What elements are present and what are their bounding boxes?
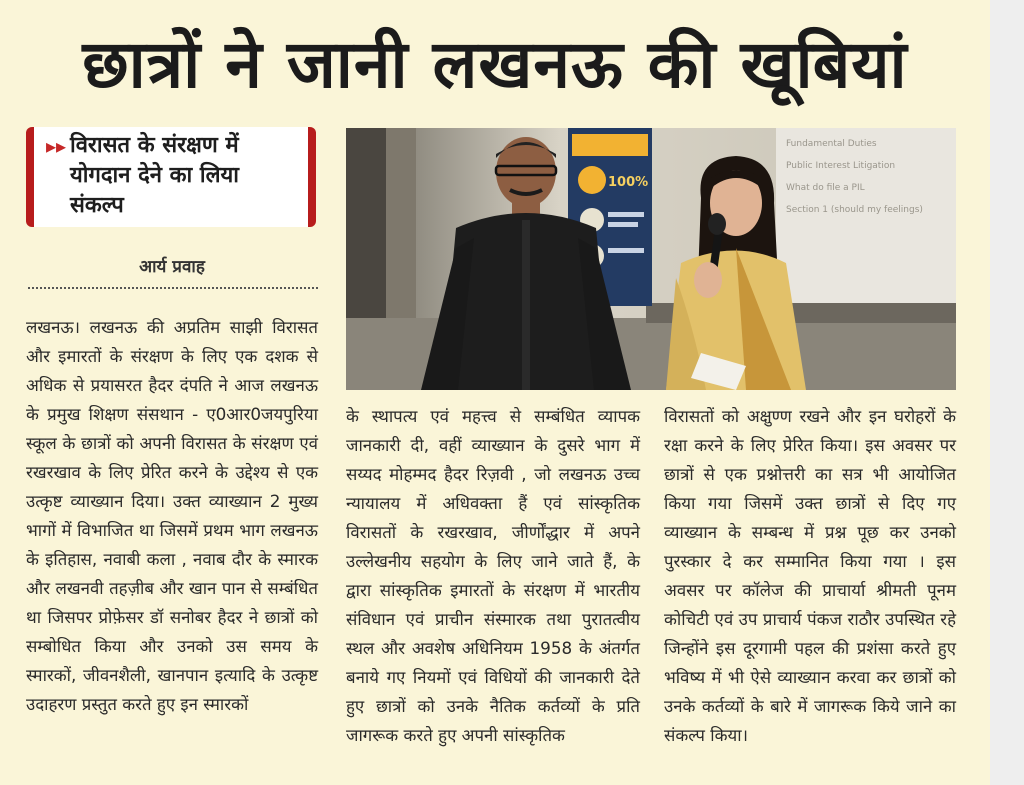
screen-line: Public Interest Litigation <box>786 161 896 171</box>
article-column-1: लखनऊ। लखनऊ की अप्रतिम साझी विरासत और इमारतों के संरक्षण के लिए एक दशक से अधिक से प्रयासरत हैदर दंपति ने आज लखनऊ के प्रमुख शिक्षण संसथान - ए0आर0जयपुरिया स्कूल के छात्रों को अपनी विरासत के संरक्षण एवं रखरखाव के लिए प्रेरित करने के उद्देश्य से एक उत्कृष्ट व्याख्यान दिया। उक्त व्याख्यान 2 मुख्य भागों में विभाजित था जिसमें प्रथम भाग लखनऊ के इतिहास, नवाबी कला , नवाब दौर के स्मारक और लखनवी तहज़ीब और खान पान से सम्बंधित था जिसपर प्रोफ़ेसर डॉ सनोबर हैदर ने छात्रों को सम्बोधित किया और उनको उस समय के स्मारकों, जीवनशैली, खानपान इत्यादि के उत्कृष्ट उदाहरण प्रस्तुत करते हुए इन स्मारकों <box>26 317 318 714</box>
byline: आर्य प्रवाह <box>139 257 205 277</box>
dotted-divider <box>28 287 318 289</box>
kicker-line: योगदान देने का लिया <box>70 163 239 188</box>
page-margin <box>990 0 1024 785</box>
article-column-2: के स्थापत्य एवं महत्त्व से सम्बंधित व्यापक जानकारी दी, वहीं व्याख्यान के दुसरे भाग में सय्यद मोहम्मद हैदर रिज़वी , जो लखनऊ उच्च न्यायालय में अधिवक्ता हैं एवं सांस्कृतिक विरासतों के रखरखाव, जीर्णोंद्धार में अपने उल्लेखनीय सहयोग के लिए जाने जाते हैं, के द्वारा सांस्कृतिक इमारतों के संरक्षण में भारतीय संविधान एवं प्राचीन संस्मारक तथा पुरातत्वीय स्थल और अवशेष अधिनियम 1958 के अंतर्गत बनाये गए नियमों एवं विधियों की जानकारी देते हुए छात्रों को उनके नैतिक कर्तव्यों के प्रति जागरूक करते हुए अपनी सांस्कृतिक <box>346 406 640 745</box>
kicker-line: संकल्प <box>70 193 124 218</box>
double-arrow-icon: ▸▸ <box>46 134 67 158</box>
photo-illustration <box>346 128 956 390</box>
article-column-3: विरासतों को अक्षुण्ण रखने और इन घरोहरों के रक्षा करने के लिए प्रेरित किया। इस अवसर पर छात्रों से एक प्रश्नोत्तरी का सत्र भी आयोजित किया गया जिसमें उक्त छात्रों से दिए गए व्याख्यान के सम्बन्ध में प्रश्न पूछ कर उनको पुरस्कार दे कर सम्मानित किया गया । इस अवसर पर कॉलेज की प्राचार्या श्रीमती पूनम कोचिटी एवं उप प्राचार्य पंकज राठौर उपस्थित रहे जिन्होंने इस दूरगामी पहल की प्रशंसा करते हुए भविष्य में भी ऐसे व्याख्यान करवा कर छात्रों को उनके कर्तव्यों के बारे में जागरूक किये जाने का संकल्प किया। <box>664 406 956 745</box>
screen-line: What do file a PIL <box>786 183 865 193</box>
kicker-line: विरासत के संरक्षण में <box>70 133 239 158</box>
poster-text: 100% <box>608 175 649 190</box>
screen-line: Section 1 (should my feelings) <box>786 205 923 215</box>
kicker-box <box>26 127 316 227</box>
kicker-text <box>70 131 300 221</box>
headline: छात्रों ने जानी लखनऊ की खूबियां <box>82 26 908 103</box>
screen-line: Fundamental Duties <box>786 139 877 149</box>
event-photo <box>346 128 956 390</box>
